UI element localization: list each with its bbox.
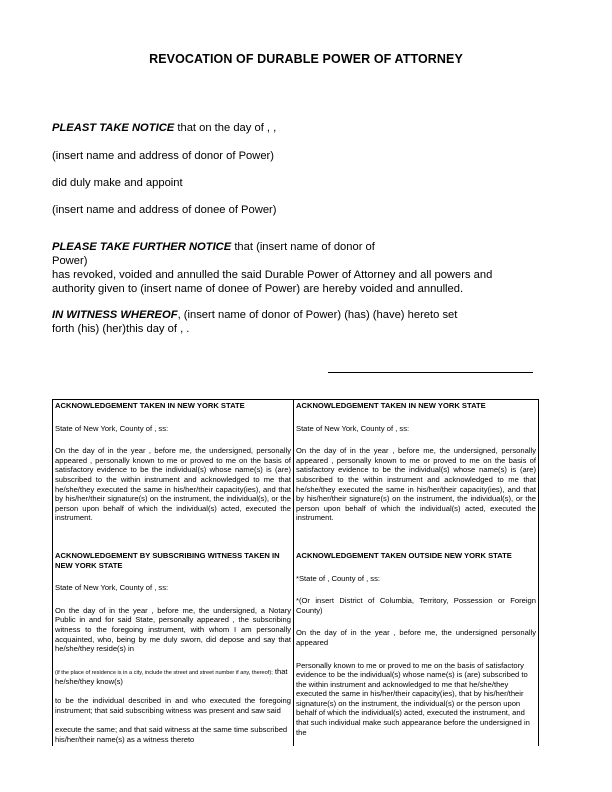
notice-lead: PLEAST TAKE NOTICE (52, 122, 175, 134)
notice-paragraph (52, 121, 276, 135)
ack-cell-ny-right (294, 400, 539, 550)
ack-heading: ACKNOWLEDGEMENT TAKEN OUTSIDE NEW YORK STATE (296, 550, 512, 560)
notice-text: that on the day of , , (174, 122, 277, 134)
further-notice-lead: PLEASE TAKE FURTHER NOTICE (52, 241, 232, 253)
ack-insert-note: *(Or insert District of Columbia, Territory, Possession or Foreign County) (296, 596, 536, 615)
further-notice-line4: authority given to (insert name of donee of Power) are hereby voided and annulled. (52, 283, 464, 295)
ack-heading: ACKNOWLEDGEMENT BY SUBSCRIBING WITNESS TAKEN IN NEW YORK STATE (55, 550, 280, 570)
ack-cell-ny-left (53, 400, 294, 550)
donor-line: (insert name and address of donor of Power) (52, 150, 275, 162)
further-notice-text: that (insert name of donor of (231, 241, 375, 253)
ack-cell-witness (53, 550, 294, 746)
ack-body-3: execute the same; and that said witness at the same time subscribed his/her/their name(s) as a witness thereto (55, 725, 288, 745)
ack-body: On the day of in the year , before me, the undersigned, personally appeared , personally known to me or proved to me on the basis of satisfactory evidence to be the individual(s) whose name(s) is (are) subscribed to the within instrument and acknowledged to me that he/she/they executed the same in his/her/their capacity(ies), and that by his/her/their signature(s) on the instrument, the individual(s), or the person upon behalf of which the individual(s) acted, executed the instrument. (296, 446, 536, 523)
ack-note-rest: that he/she/they know(s) (55, 666, 288, 686)
document-title: REVOCATION OF DURABLE POWER OF ATTORNEY (149, 52, 463, 66)
acknowledgement-table (52, 399, 539, 746)
witness-line2: forth (his) (her)this day of , . (52, 323, 190, 335)
ack-county: State of New York, County of , ss: (55, 423, 169, 433)
signature-line (328, 372, 533, 373)
witness-text: , (insert name of donor of Power) (has) (have) hereto set (177, 309, 458, 321)
ack-note-small: (if the place of residence is in a city, include the street and street number if any, thereof); (55, 669, 273, 676)
further-notice-line2: Power) (52, 255, 88, 267)
further-notice-paragraph (52, 240, 492, 296)
ack-body-2: Personally known to me or proved to me on the basis of satisfactory evidence to be the individual(s) whose name(s) is (are) subscribed to the within instrument and acknowledged to me that he/she/they executed the same in his/her/their capacity(ies), that by his/her/their signature(s) on the instrument, the individual(s) or the person upon behalf of which the individual(s) acted, executed the instrument, and that such individual make such appearance before the undersigned in the (296, 660, 530, 737)
ack-body: On the day of in the year , before me, the undersigned, personally appeared , personally known to me or proved to me on the basis of satisfactory evidence to be the individual(s) whose name(s) is (are) subscribed to the within instrument and acknowledged to me that he/she/they executed the same in his/her/their capacity(ies), and that by his/her/their signature(s) on the instrument, the individual(s), or the person upon behalf of which the individual(s) acted, executed the instrument. (55, 446, 291, 523)
ack-residence-note (55, 667, 291, 687)
ack-county: *State of , County of , ss: (296, 573, 380, 583)
ack-heading: ACKNOWLEDGEMENT TAKEN IN NEW YORK STATE (296, 401, 486, 410)
appoint-line: did duly make and appoint (52, 177, 183, 189)
ack-body: On the day of in the year , before me, the undersigned, a Notary Public in and for said State, personally appeared , the subscribing witness to the foregoing instrument, with whom I am personally acquainted, who, being by me duly sworn, did depose and say that he/she/they reside(s) in (55, 605, 291, 654)
ack-body: On the day of in the year , before me, the undersigned personally appeared (296, 628, 536, 647)
witness-paragraph (52, 308, 457, 336)
ack-heading: ACKNOWLEDGEMENT TAKEN IN NEW YORK STATE (55, 401, 245, 410)
further-notice-line3: has revoked, voided and annulled the said Durable Power of Attorney and all powers and (52, 269, 493, 281)
donee-line: (insert name and address of donee of Power) (52, 204, 277, 216)
witness-lead: IN WITNESS WHEREOF (52, 309, 178, 321)
ack-body-2: to be the individual described in and who executed the foregoing instrument; that said subscribing witness was present and saw said (55, 696, 291, 715)
ack-county: State of New York, County of , ss: (55, 583, 169, 593)
ack-county: State of New York, County of , ss: (296, 423, 410, 433)
ack-cell-outside (294, 550, 539, 746)
